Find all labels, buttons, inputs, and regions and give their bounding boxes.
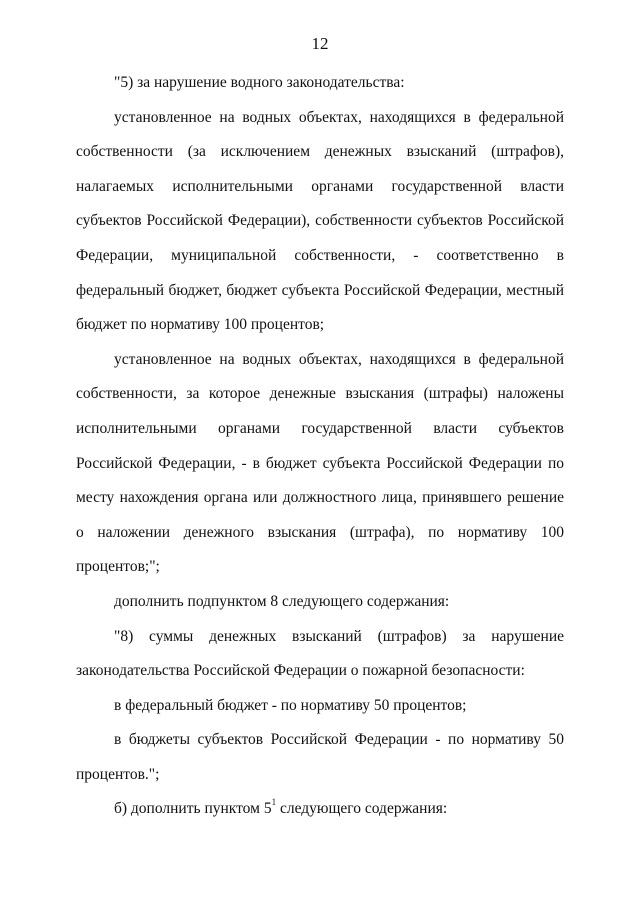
paragraph-add-item-5-1-before: б) дополнить пунктом 5 xyxy=(114,800,272,818)
paragraph-add-subitem-8: дополнить подпунктом 8 следующего содержания: xyxy=(114,592,450,610)
paragraph-fire-safety-fines: "8) суммы денежных взысканий (штрафов) за нарушение законодательства Российской Федерации о пожарной безопасности: xyxy=(76,627,564,680)
paragraph-water-federal-property: установленное на водных объектах, находящихся в федеральной собственности (за исключением денежных взысканий (штрафов), налагаемых исполнительными органами государственной власти субъектов Российской Федерации), собственности субъектов Российской Федерации, муниципальной собственности, - соответственно в федеральный бюджет, бюджет субъекта Российской Федерации, местный бюджет по нормативу 100 процентов; xyxy=(76,108,564,334)
paragraph-item-5-heading: "5) за нарушение водного законодательства: xyxy=(114,74,405,91)
document-body xyxy=(76,66,564,827)
paragraph-add-item-5-1 xyxy=(76,792,564,827)
paragraph-add-item-5-1-after: следующего содержания: xyxy=(276,800,448,818)
paragraph-federal-budget-50: в федеральный бюджет - по нормативу 50 процентов; xyxy=(114,696,467,714)
paragraph-regional-budgets-50: в бюджеты субъектов Российской Федерации - по нормативу 50 процентов."; xyxy=(76,731,564,783)
page-number: 12 xyxy=(311,34,329,53)
paragraph-water-regional-fines: установленное на водных объектах, находящихся в федеральной собственности, за которое денежные взыскания (штрафы) наложены исполнительными органами государственной власти субъектов Российской Федерации, - в бюджет субъекта Российской Федерации по месту нахождения органа или должностного лица, принявшего решение о наложении денежного взыскания (штрафа), по нормативу 100 процентов;"; xyxy=(76,350,564,576)
superscript-1: 1 xyxy=(271,797,277,808)
